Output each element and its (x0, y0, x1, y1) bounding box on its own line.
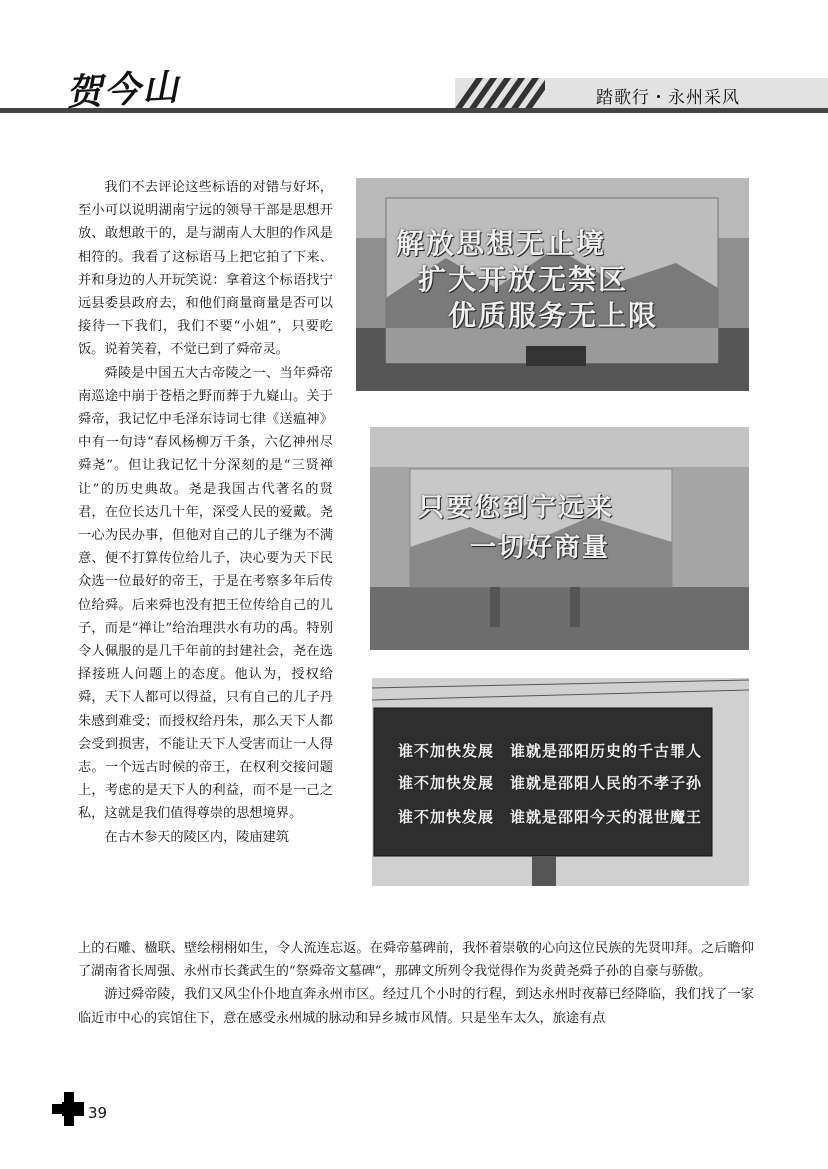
footer-block-icon (52, 1092, 86, 1126)
paragraph-continuation: 上的石雕、楹联、壁绘栩栩如生，令人流连忘返。在舜帝墓碑前，我怀着崇敬的心向这位民族的先贤叩拜。之后瞻仰了湖南省长周强、永州市长龚武生的“祭舜帝文墓碑”，那碑文所列令我觉得作为炎黄尧舜子孙的自豪与骄傲。 (78, 941, 754, 980)
billboard-line: 谁不加快发展 谁就是邵阳历史的千古罪人 (398, 742, 703, 760)
header-stripes-decoration (455, 78, 545, 108)
paragraph: 我们不去评论这些标语的对错与好坏，至小可以说明湖南宁远的领导干部是思想开放、敢想敢干的，是与湖南人大胆的作风是相符的。我看了这标语马上把它拍了下来、并和身边的人开玩笑说：拿着这个标语找宁远县委县政府去，和他们商量商量是否可以接待一下我们，我们不要“小姐”，只要吃饭。说着笑着，不觉已到了舜帝灵。 (78, 180, 333, 358)
photo-billboard-3 (372, 678, 749, 886)
billboard-line: 一切好商量 (470, 533, 611, 563)
page-header (0, 0, 828, 125)
paragraph: 舜陵是中国五大古帝陵之一、当年舜帝南巡途中崩于苍梧之野而葬于九嶷山。关于舜帝，我记忆中毛泽东诗词七律《送瘟神》中有一句诗“春风杨柳万千条，六亿神州尽舜尧”。但让我记忆十分深刻的是“三贤禅让”的历史典故。尧是我国古代著名的贤君，在位长达几十年，深受人民的爱戴。尧一心为民办事，但他对自己的儿子继为不满意、便不打算传位给儿子，决心要为天下民众选一位最好的帝王，于是在考察多年后传位给舜。后来舜也没有把王位传给自己的儿子，而是“禅让”给治理洪水有功的禹。特别令人佩服的是几千年前的封建社会，尧在选择接班人问题上的态度。他认为，授权给舜，天下人都可以得益，只有自己的儿子丹朱感到难受；而授权给丹朱，那么天下人都会受到损害，不能让天下人受害而让一人得志。一个远古时候的帝王，在权利交接问题上，考虑的是天下人的利益，而不是一己之私，这就是我们值得尊崇的思想境界。 (78, 365, 333, 822)
photo-billboard-1 (356, 178, 749, 391)
billboard-line: 优质服务无上限 (448, 299, 659, 332)
billboard-line: 扩大开放无禁区 (418, 263, 629, 296)
billboard-line: 解放思想无止境 (396, 227, 607, 260)
billboard-line: 谁不加快发展 谁就是邵阳人民的不孝子孙 (398, 774, 703, 792)
photo-billboard-2 (370, 427, 749, 650)
paragraph: 游过舜帝陵，我们又风尘仆仆地直奔永州市区。经过几个小时的行程，到达永州时夜幕已经降临，我们找了一家临近市中心的宾馆住下，意在感受永州城的脉动和异乡城市风情。只是坐车太久，旅途有点 (78, 987, 754, 1026)
billboard-line: 只要您到宁远来 (418, 493, 615, 523)
billboard-line: 谁不加快发展 谁就是邵阳今天的混世魔王 (398, 808, 703, 826)
paragraph (78, 826, 333, 849)
magazine-logo: 贺今山 (65, 66, 182, 114)
full-width-text (78, 937, 754, 1030)
page-number: 39 (88, 1104, 108, 1122)
paragraph-start: 在古木参天的陵区内，陵庙建筑 (104, 829, 290, 845)
section-title: 踏歌行・永州采风 (596, 88, 740, 108)
column-text (78, 176, 333, 849)
